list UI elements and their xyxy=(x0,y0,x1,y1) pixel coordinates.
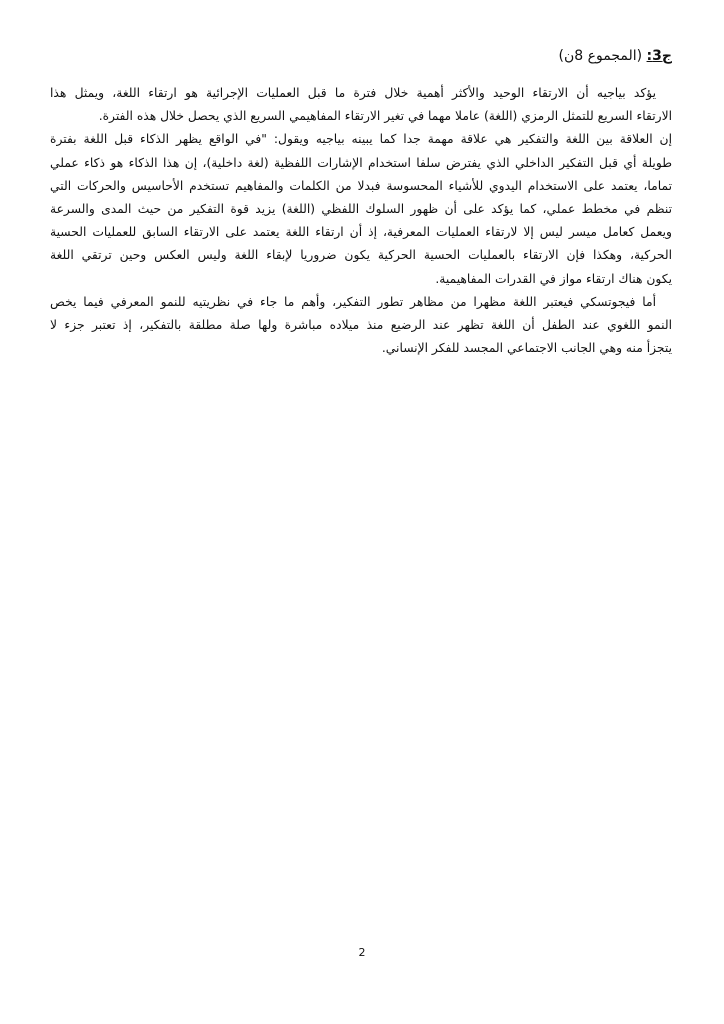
question-heading xyxy=(559,48,672,64)
text-line: يتجزأ منه وهي الجانب الاجتماعي المجسد للفكر الإنساني. xyxy=(381,341,672,356)
text-line: الارتقاء السريع للتمثل الرمزي (اللغة) عاملا مهما في تغير الارتقاء المفاهيمي السريع الذي يحصل خلال هذه الفترة. xyxy=(98,109,672,124)
question-label: ج3: xyxy=(646,48,672,64)
question-score-note: (المجموع 8ن) xyxy=(558,48,643,64)
text-line: تماما، يعتمد على الاستخدام اليدوي للأشياء المحسوسة فبدلا من الكلمات والمفاهيم تستخدم الأحاسيس والحركات التي xyxy=(50,178,672,193)
page-number: 2 xyxy=(358,946,366,959)
text-line: يكون هناك ارتقاء مواز في القدرات المفاهيمية. xyxy=(435,271,672,286)
text-line: النمو اللغوي عند الطفل أن اللغة تظهر عند الرضيع منذ ميلاده مباشرة ولها صلة مطلقة بالتفكير، إذ تعتبر جزء لا xyxy=(50,317,672,332)
text-line: طويلة أي قبل التفكير الداخلي الذي يفترض سلفا استخدام الإشارات اللفظية (لغة داخلية)، إن هذا الذكاء هو ذكاء عملي xyxy=(50,155,672,170)
text-line: تنظم في مخطط عملي، كما يؤكد على أن ظهور السلوك اللفظي (اللغة) يزيد قوة التفكير من حيث المدى والسرعة xyxy=(50,201,672,216)
text-line: ويعمل كعامل ميسر ليس إلا لارتقاء العمليات المعرفية، إذ أن ارتقاء اللغة يعتمد على الارتقاء السابق للعمليات الحسية xyxy=(50,225,672,240)
text-line: يؤكد بياجيه أن الارتقاء الوحيد والأكثر أهمية خلال فترة ما قبل العمليات الإجرائية هو ارتقاء اللغة، ويمثل هذا xyxy=(50,86,656,100)
text-line: أما فيجوتسكي فيعتبر اللغة مظهرا من مظاهر تطور التفكير، وأهم ما جاء في نظريتيه للنمو المعرفي فيما يخص xyxy=(50,294,656,309)
text-line: الحركية، وهكذا فإن الارتقاء بالعمليات الحسية الحركية يكون ضروريا لإبقاء اللغة وليس العكس وحين ترتقي اللغة xyxy=(50,248,672,263)
answer-body xyxy=(50,82,672,360)
text-line: إن العلاقة بين اللغة والتفكير هي علاقة مهمة جدا كما يبينه بياجيه ويقول: "في الواقع يظهر الذكاء قبل اللغة بفترة xyxy=(50,132,672,147)
